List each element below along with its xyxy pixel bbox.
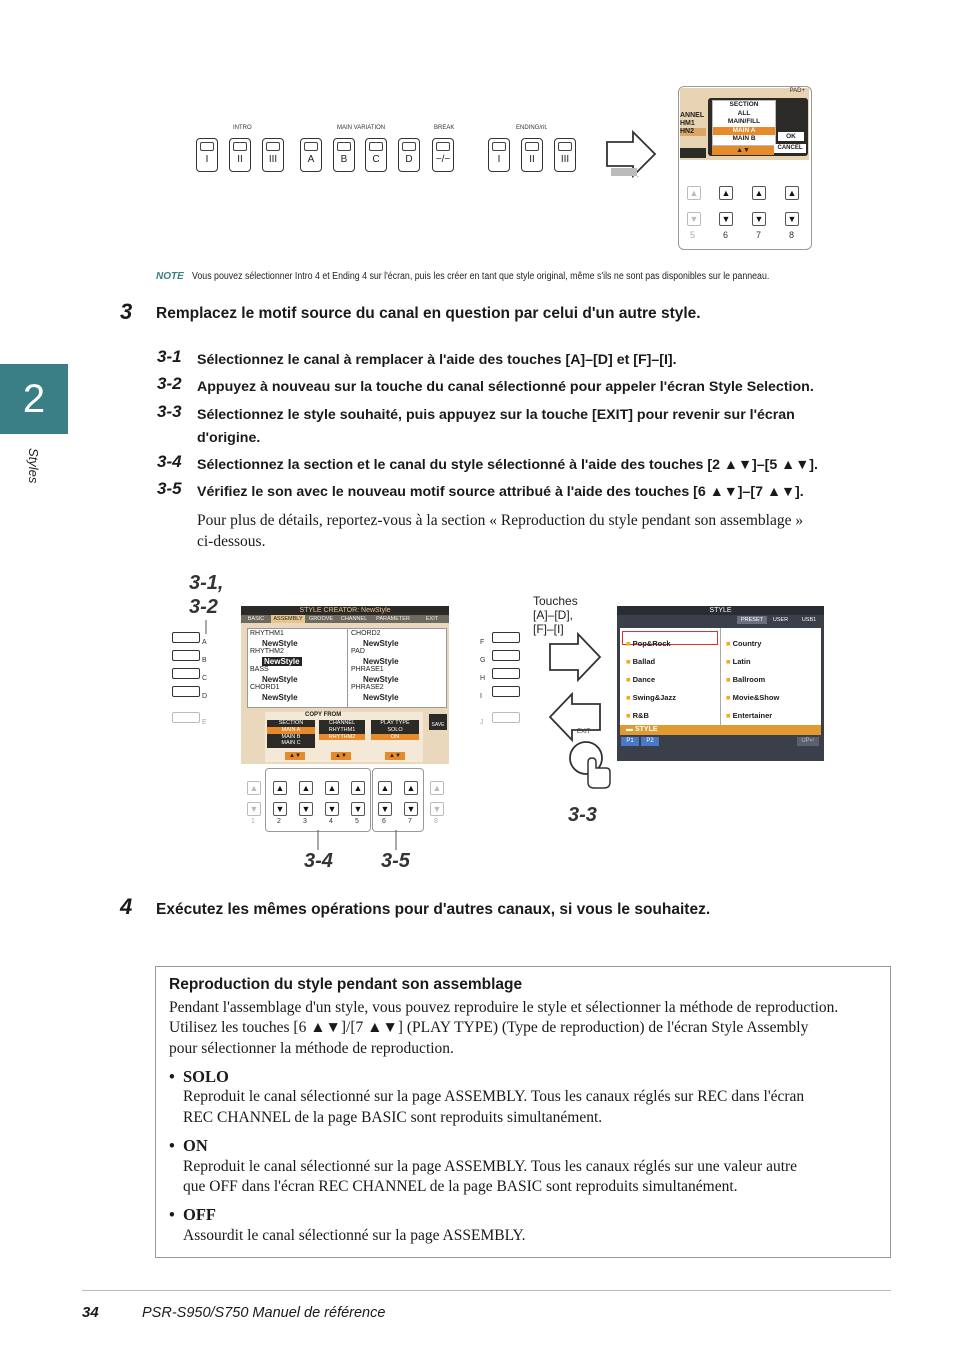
copy-section-box[interactable]: SECTION MAIN A MAIN B MAIN C xyxy=(267,720,315,748)
folder-ballroom[interactable]: ■ Ballroom xyxy=(726,675,766,684)
bottom-number-2: 2 xyxy=(277,818,281,825)
tab-channel[interactable]: CHANNEL xyxy=(340,616,368,622)
current-folder-bar: ▬ STYLE xyxy=(620,725,821,735)
info-item-off-bullet: • xyxy=(169,1205,175,1224)
folder-latin[interactable]: ■ Latin xyxy=(726,657,751,666)
info-item-solo-line1: Reproduit le canal sélectionné sur la page ASSEMBLY. Tous les canaux réglés sur REC dans l'écran xyxy=(183,1088,805,1105)
section-option-all[interactable]: ALL xyxy=(737,109,751,117)
folder-divider xyxy=(720,628,721,725)
substep-3-5-text: Vérifiez le son avec le nouveau motif source attribué à l'aide des touches [6 ▲▼]–[7 ▲▼]. xyxy=(197,484,804,500)
folder-pop-rock[interactable]: ■ Pop&Rock xyxy=(626,639,671,648)
step-4-number: 4 xyxy=(120,894,133,919)
tab-assembly[interactable]: ASSEMBLY xyxy=(271,615,305,623)
highlight-frame-3-5 xyxy=(372,768,424,832)
channel-name-phrase1[interactable]: NewStyle xyxy=(363,675,399,684)
main-button-a[interactable]: A xyxy=(300,138,322,172)
main-button-c[interactable]: C xyxy=(365,138,387,172)
channel-label-bass: BASS xyxy=(250,666,269,673)
chapter-tab xyxy=(0,364,68,434)
button-number-5: 5 xyxy=(690,230,696,240)
main-button-b[interactable]: B xyxy=(333,138,355,172)
callout-3-4: 3-4 xyxy=(304,850,333,872)
info-item-solo-bullet: • xyxy=(169,1067,175,1086)
callout-3-5: 3-5 xyxy=(381,850,410,872)
channel-arrows-icon: ▲▼ xyxy=(331,752,351,760)
button-8-down-fig2[interactable]: ▼ xyxy=(430,802,444,816)
ending-button-1[interactable]: I xyxy=(488,138,510,172)
lcd-screen xyxy=(680,88,809,160)
button-2-up[interactable]: ▲ xyxy=(273,781,287,795)
bottom-number-1: 1 xyxy=(251,818,255,825)
substep-3-4-number: 3-4 xyxy=(157,452,182,471)
section-label-ending: ENDING/rit. xyxy=(516,125,548,131)
button-7-up[interactable]: ▲ xyxy=(752,186,766,200)
substep-3-1-number: 3-1 xyxy=(157,347,182,366)
folder-swing-jazz[interactable]: ■ Swing&Jazz xyxy=(626,693,676,702)
manual-title: PSR-S950/S750 Manuel de référence xyxy=(142,1305,386,1321)
button-8-up[interactable]: ▲ xyxy=(785,186,799,200)
folder-column-left xyxy=(626,635,676,725)
section-option-main-a[interactable]: MAIN A xyxy=(713,127,775,136)
callout-pointers-bottom xyxy=(310,830,420,850)
button-5-down[interactable]: ▼ xyxy=(687,212,701,226)
tab-parameter[interactable]: PARAMETER xyxy=(376,616,410,622)
channel-name-rhythm1[interactable]: NewStyle xyxy=(262,639,298,648)
callout-3-2: 3-2 xyxy=(189,596,218,618)
section-menu-title: SECTION xyxy=(729,101,759,108)
button-7-down[interactable]: ▼ xyxy=(752,212,766,226)
info-box-intro-line2: Utilisez les touches [6 ▲▼]/[7 ▲▼] (PLAY TYPE) (Type de reproduction) de l'écran Style Assembly xyxy=(169,1019,809,1036)
button-8-down[interactable]: ▼ xyxy=(785,212,799,226)
button-4-down[interactable]: ▼ xyxy=(325,802,339,816)
channel-name-rhythm2[interactable]: NewStyle xyxy=(264,657,300,666)
button-3-up[interactable]: ▲ xyxy=(299,781,313,795)
info-box-intro-line3: pour sélectionner la méthode de reproduction. xyxy=(169,1040,454,1057)
channel-name-chord1[interactable]: NewStyle xyxy=(262,693,298,702)
up-button[interactable]: UP↵ xyxy=(797,737,819,746)
folder-icon: ▬ xyxy=(626,726,633,733)
channel-label-pad: PAD xyxy=(351,648,365,655)
button-3-down[interactable]: ▼ xyxy=(299,802,313,816)
section-arrows-icon: ▲▼ xyxy=(285,752,305,760)
info-item-solo-line2: REC CHANNEL de la page BASIC sont reproduits simultanément. xyxy=(183,1109,603,1126)
button-5-up-fig2[interactable]: ▲ xyxy=(351,781,365,795)
button-i[interactable] xyxy=(492,686,520,697)
main-button-d[interactable]: D xyxy=(398,138,420,172)
left-letters: A B C D E xyxy=(202,639,208,726)
button-4-up[interactable]: ▲ xyxy=(325,781,339,795)
note-label: NOTE xyxy=(156,271,184,282)
section-label-break: BREAK xyxy=(434,125,455,131)
step-4-text: Exécutez les mêmes opérations pour d'autres canaux, si vous le souhaitez. xyxy=(156,901,711,918)
button-6-down-fig2[interactable]: ▼ xyxy=(378,802,392,816)
channel-name-pad[interactable]: NewStyle xyxy=(363,657,399,666)
step-3-text: Remplacez le motif source du canal en question par celui d'un autre style. xyxy=(156,305,701,322)
channel-name-chord2[interactable]: NewStyle xyxy=(363,639,399,648)
button-number-8: 8 xyxy=(789,230,795,240)
tab-usb1[interactable]: USB1 xyxy=(801,617,817,623)
info-box-intro-line1: Pendant l'assemblage d'un style, vous pouvez reproduire le style et sélectionner la méthode de reproduction. xyxy=(169,999,839,1016)
info-item-on-title: ON xyxy=(183,1136,208,1155)
substep-3-1-text: Sélectionnez le canal à remplacer à l'aide des touches [A]–[D] et [F]–[I]. xyxy=(197,352,677,368)
style-creator-title: STYLE CREATOR: NewStyle xyxy=(241,606,449,615)
button-2-down[interactable]: ▼ xyxy=(273,802,287,816)
channel-label-phrase1: PHRASE1 xyxy=(351,666,384,673)
substep-3-3-text: Sélectionnez le style souhaité, puis appuyez sur la touche [EXIT] pour revenir sur l'écran xyxy=(197,407,795,423)
button-c[interactable] xyxy=(172,668,200,679)
info-box-title: Reproduction du style pendant son assemblage xyxy=(169,976,523,993)
info-box xyxy=(155,966,891,1258)
step-3-detail-line1: Pour plus de détails, reportez-vous à la section « Reproduction du style pendant son assemblage » xyxy=(197,512,804,529)
left-buttons xyxy=(168,628,204,728)
button-g[interactable] xyxy=(492,650,520,661)
tab-exit[interactable]: EXIT xyxy=(425,616,439,622)
bottom-number-5: 5 xyxy=(355,818,359,825)
style-selection-screen xyxy=(617,606,824,761)
info-item-solo-title: SOLO xyxy=(183,1067,229,1086)
callout-3-3: 3-3 xyxy=(568,804,597,826)
tab-user[interactable]: USER xyxy=(772,617,789,623)
info-item-off-line1: Assourdit le canal sélectionné sur la page ASSEMBLY. xyxy=(183,1227,526,1244)
page-number: 34 xyxy=(82,1304,99,1321)
section-label-intro: INTRO xyxy=(233,125,252,131)
channel-label-phrase2: PHRASE2 xyxy=(351,684,384,691)
substep-3-3-number: 3-3 xyxy=(157,402,182,421)
section-label-main-variation: MAIN VARIATION xyxy=(337,125,386,131)
button-number-7: 7 xyxy=(756,230,762,240)
page-p2[interactable]: P2 xyxy=(641,737,659,746)
button-6-up[interactable]: ▲ xyxy=(719,186,733,200)
style-folder-list xyxy=(620,628,821,725)
button-1-up[interactable]: ▲ xyxy=(247,781,261,795)
section-up-down-icon: ▲▼ xyxy=(712,146,774,155)
step-3-detail-line2: ci-dessous. xyxy=(197,533,266,550)
arrow-left-icon xyxy=(546,690,604,744)
substep-3-2-number: 3-2 xyxy=(157,374,182,393)
note-text: Vous pouvez sélectionner Intro 4 et Ending 4 sur l'écran, puis les créer en tant que style original, même s'ils ne sont pas disponibles sur le panneau. xyxy=(192,271,770,282)
channel-name-phrase2[interactable]: NewStyle xyxy=(363,693,399,702)
button-6-down[interactable]: ▼ xyxy=(719,212,733,226)
folder-dance[interactable]: ■ Dance xyxy=(626,675,656,684)
ok-button[interactable]: OK xyxy=(778,132,804,141)
exit-button-hand-icon[interactable] xyxy=(566,738,616,792)
button-6-up-fig2[interactable]: ▲ xyxy=(378,781,392,795)
bottom-number-3: 3 xyxy=(303,818,307,825)
button-8-up-fig2[interactable]: ▲ xyxy=(430,781,444,795)
footer-divider xyxy=(82,1290,891,1291)
tab-groove[interactable]: GROOVE xyxy=(308,616,334,622)
lcd-top-label: PAD+ xyxy=(789,88,805,94)
section-option-main-b[interactable]: MAIN B xyxy=(732,135,756,142)
info-item-off-title: OFF xyxy=(183,1205,216,1224)
button-5-down-fig2[interactable]: ▼ xyxy=(351,802,365,816)
button-1-down[interactable]: ▼ xyxy=(247,802,261,816)
tab-preset[interactable]: PRESET xyxy=(737,616,767,624)
style-creator-tabs xyxy=(241,615,449,623)
button-h[interactable] xyxy=(492,668,520,679)
button-d[interactable] xyxy=(172,686,200,697)
exit-label: EXIT xyxy=(577,729,591,735)
folder-country[interactable]: ■ Country xyxy=(726,639,762,648)
copy-channel-box[interactable]: CHANNEL RHYTHM1 RHYTHM2 xyxy=(319,720,365,740)
channel-grid xyxy=(247,628,447,708)
save-button[interactable]: SAVE xyxy=(429,714,447,730)
folder-movie-show[interactable]: ■ Movie&Show xyxy=(726,693,780,702)
style-creator-screen xyxy=(241,606,449,764)
copy-from-panel xyxy=(265,712,423,762)
style-selection-title: STYLE xyxy=(617,606,824,615)
channel-label-chord2: CHORD2 xyxy=(351,630,381,637)
channel-label-chord1: CHORD1 xyxy=(250,684,280,691)
chapter-number: 2 xyxy=(22,376,46,421)
bottom-number-4: 4 xyxy=(329,818,333,825)
info-item-on-line1: Reproduit le canal sélectionné sur la page ASSEMBLY. Tous les canaux réglés sur une valeur autre xyxy=(183,1158,798,1175)
intro-button-3[interactable]: III xyxy=(262,138,284,172)
button-e[interactable] xyxy=(172,712,200,723)
copy-from-label: COPY FROM xyxy=(305,712,342,718)
substep-3-2-text: Appuyez à nouveau sur la touche du canal sélectionné pour appeler l'écran Style Selection. xyxy=(197,379,814,395)
button-b[interactable] xyxy=(172,650,200,661)
intro-button-1[interactable]: I xyxy=(196,138,218,172)
folder-ballad[interactable]: ■ Ballad xyxy=(626,657,656,666)
intro-button-2[interactable]: II xyxy=(229,138,251,172)
style-selection-tabs xyxy=(737,616,824,624)
substep-3-5-number: 3-5 xyxy=(157,479,182,498)
tab-basic[interactable]: BASIC xyxy=(247,616,265,622)
folder-column-right xyxy=(726,635,779,725)
page-p1[interactable]: P1 xyxy=(621,737,639,746)
button-j[interactable] xyxy=(492,712,520,723)
lcd-left-bar xyxy=(680,148,706,158)
callout-3-1: 3-1, xyxy=(189,572,224,594)
substep-3-3-text-line2: d'origine. xyxy=(197,430,261,446)
section-menu[interactable] xyxy=(712,100,776,146)
channel-label-rhythm2: RHYTHM2 xyxy=(250,648,284,655)
break-button[interactable]: −/− xyxy=(432,138,454,172)
channel-label-rhythm1: RHYTHM1 xyxy=(250,630,284,637)
arrow-right-icon-fig2 xyxy=(546,630,604,684)
right-letters: F G H I J xyxy=(480,639,486,726)
button-7-down-fig2[interactable]: ▼ xyxy=(404,802,418,816)
folder-rnb[interactable]: ■ R&B xyxy=(626,711,649,720)
info-item-on-line2: que OFF dans l'écran REC CHANNEL de la page BASIC sont reproduits simultanément. xyxy=(183,1178,738,1195)
step-3-number: 3 xyxy=(120,299,133,324)
chapter-label: Styles xyxy=(26,448,41,484)
arrow-right-icon xyxy=(603,128,659,180)
bottom-number-7: 7 xyxy=(408,818,412,825)
folder-entertainer[interactable]: ■ Entertainer xyxy=(726,711,773,720)
right-buttons xyxy=(488,628,524,728)
button-5-up[interactable]: ▲ xyxy=(687,186,701,200)
cancel-button[interactable]: CANCEL xyxy=(774,144,806,153)
play-type-arrows-icon: ▲▼ xyxy=(385,752,405,760)
section-popup xyxy=(708,98,808,156)
info-item-on-bullet: • xyxy=(169,1136,175,1155)
section-option-main-fill[interactable]: MAIN/FILL xyxy=(727,118,761,125)
touches-label: Touches [A]–[D], [F]–[I] xyxy=(533,594,578,636)
grid-divider xyxy=(347,629,348,707)
button-a[interactable] xyxy=(172,632,200,643)
lcd-left-lines: ANNEL HM1 HN2 xyxy=(680,112,705,135)
ending-button-3[interactable]: III xyxy=(554,138,576,172)
bottom-number-6: 6 xyxy=(382,818,386,825)
substep-3-4-text: Sélectionnez la section et le canal du style sélectionné à l'aide des touches [2 ▲▼]–[5 ▲▼]. xyxy=(197,457,818,473)
bottom-number-8: 8 xyxy=(434,818,438,825)
channel-name-bass[interactable]: NewStyle xyxy=(262,675,298,684)
button-7-up-fig2[interactable]: ▲ xyxy=(404,781,418,795)
play-type-box[interactable]: PLAY TYPE SOLO ON xyxy=(371,720,419,740)
button-number-6: 6 xyxy=(723,230,729,240)
button-f[interactable] xyxy=(492,632,520,643)
ending-button-2[interactable]: II xyxy=(521,138,543,172)
